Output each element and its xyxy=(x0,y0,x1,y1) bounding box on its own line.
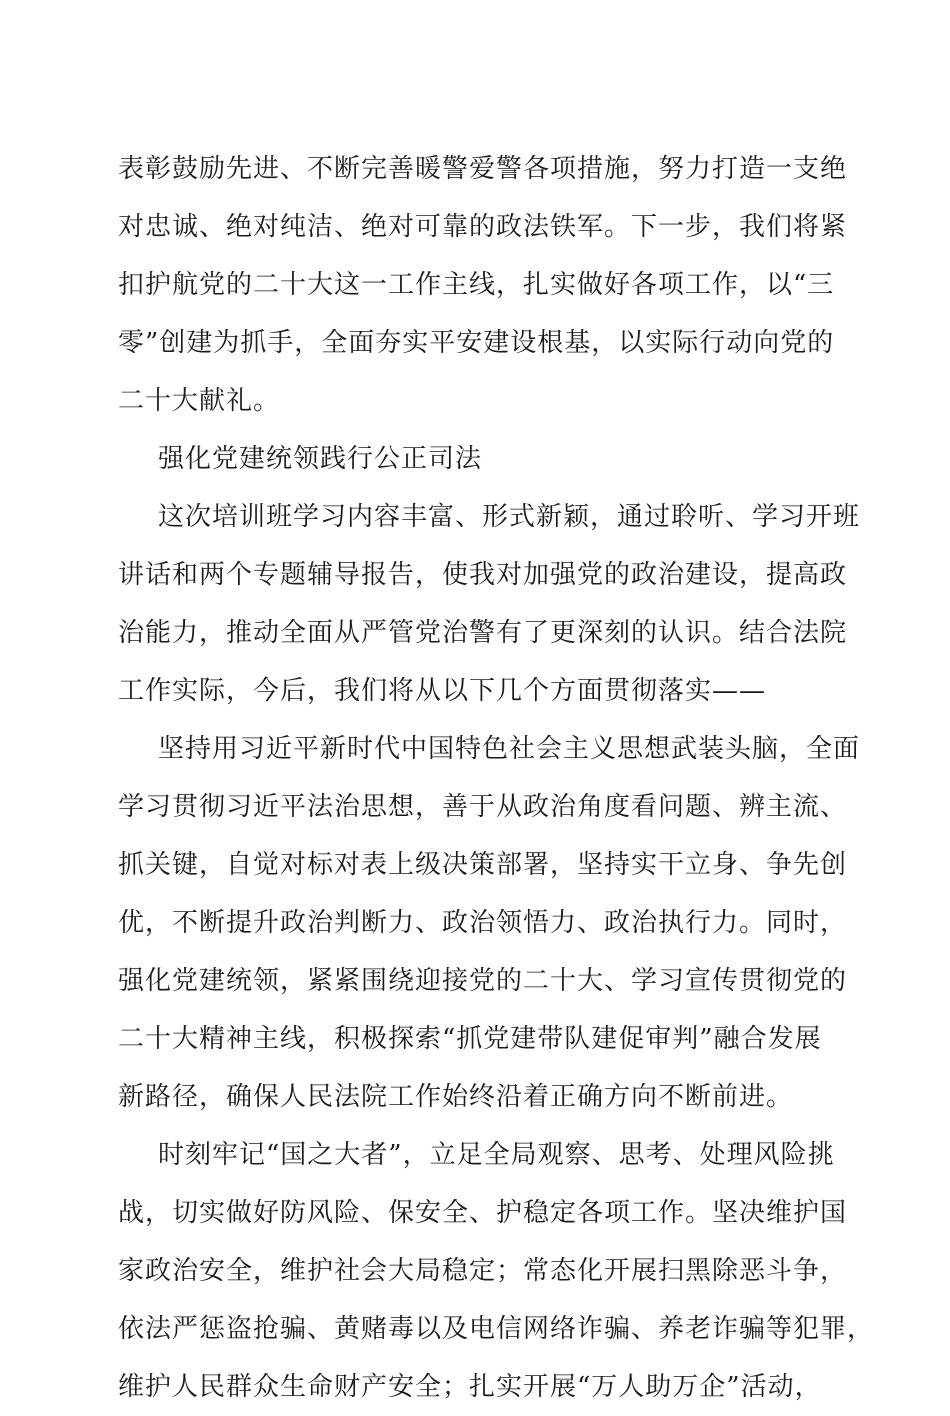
text-line: 学习贯彻习近平法治思想，善于从政治角度看问题、辨主流、 xyxy=(118,792,848,822)
text-line: 优，不断提升政治判断力、政治领悟力、政治执行力。同时， xyxy=(118,908,848,938)
text-line: 强化党建统领，紧紧围绕迎接党的二十大、学习宣传贯彻党的 xyxy=(118,966,848,996)
text-line: 战，切实做好防风险、保安全、护稳定各项工作。坚决维护国 xyxy=(118,1198,848,1228)
text-line: 表彰鼓励先进、不断完善暖警爱警各项措施，努力打造一支绝 xyxy=(118,154,848,184)
paragraph-start-line: 坚持用习近平新时代中国特色社会主义思想武装头脑，全面 xyxy=(158,734,861,764)
text-line: 家政治安全，维护社会大局稳定；常态化开展扫黑除恶斗争， xyxy=(118,1256,848,1286)
text-line: 工作实际，今后，我们将从以下几个方面贯彻落实—— xyxy=(118,676,767,706)
text-line: 维护人民群众生命财产安全；扎实开展“万人助万企”活动， xyxy=(118,1372,822,1402)
text-line: 二十大献礼。 xyxy=(118,386,281,416)
paragraph-start-line: 这次培训班学习内容丰富、形式新颖，通过聆听、学习开班 xyxy=(158,502,861,532)
text-line: 讲话和两个专题辅导报告，使我对加强党的政治建设，提高政 xyxy=(118,560,848,590)
text-line: 新路径，确保人民法院工作始终沿着正确方向不断前进。 xyxy=(118,1082,794,1112)
text-line: 对忠诚、绝对纯洁、绝对可靠的政法铁军。下一步，我们将紧 xyxy=(118,212,848,242)
text-line: 治能力，推动全面从严管党治警有了更深刻的认识。结合法院 xyxy=(118,618,848,648)
text-line: 扣护航党的二十大这一工作主线，扎实做好各项工作，以“三 xyxy=(118,270,835,300)
section-heading: 强化党建统领践行公正司法 xyxy=(158,444,483,474)
text-line: 依法严惩盗抢骗、黄赌毒以及电信网络诈骗、养老诈骗等犯罪， xyxy=(118,1314,875,1344)
paragraph-start-line: 时刻牢记“国之大者”，立足全局观察、思考、处理风险挑 xyxy=(158,1140,835,1170)
document-body xyxy=(118,140,875,1416)
text-line: 零”创建为抓手，全面夯实平安建设根基，以实际行动向党的 xyxy=(118,328,835,358)
text-line: 抓关键，自觉对标对表上级决策部署，坚持实干立身、争先创 xyxy=(118,850,848,880)
text-line: 二十大精神主线，积极探索“抓党建带队建促审判”融合发展 xyxy=(118,1024,822,1054)
